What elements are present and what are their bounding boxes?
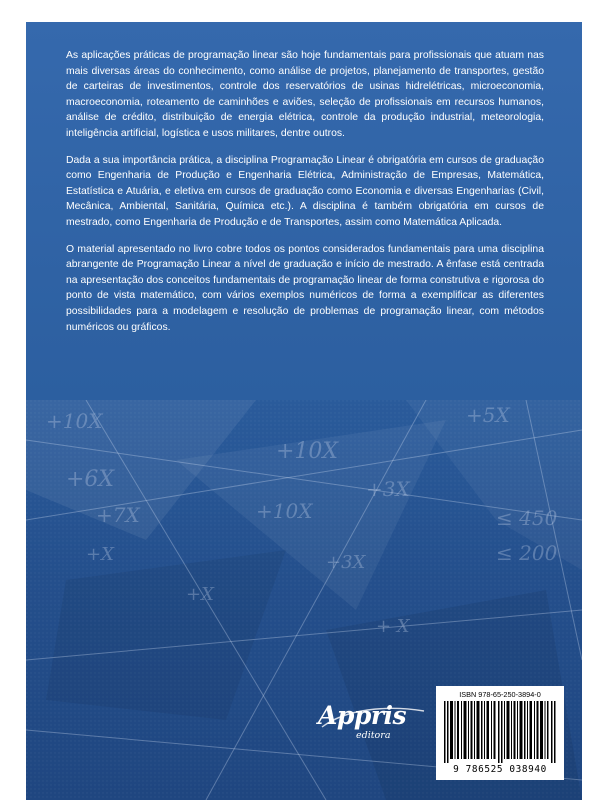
formula-13: + X	[376, 616, 410, 637]
formula-4: +3X	[366, 477, 410, 501]
formula-7: +10X	[256, 499, 313, 523]
text-panel	[26, 22, 582, 400]
synopsis-text	[66, 48, 544, 346]
formula-12: ≤ 200	[496, 541, 558, 565]
formula-9: +X	[86, 544, 114, 565]
isbn-barcode	[436, 686, 564, 780]
back-cover	[26, 22, 582, 800]
barcode-icon	[444, 701, 556, 763]
publisher-name: Appris	[318, 701, 407, 730]
formula-11: ≤ 450	[496, 506, 558, 530]
formula-10: +X	[186, 584, 214, 605]
formula-5: +6X	[66, 467, 115, 492]
publisher-logo	[316, 697, 436, 747]
formula-2: +5X	[466, 403, 510, 427]
formula-8: +3X	[326, 552, 366, 573]
publisher-imprint: editora	[356, 730, 391, 741]
formula-1: +10X	[46, 409, 103, 433]
formula-3: +10X	[276, 439, 339, 464]
paragraph-2: Dada a sua importância prática, a disciplina Programação Linear é obrigatória em cursos de graduação como Engenharia de Produção e Engenharia Elétrica, Administração de Empresas, Matemática, Estatística e Atuária, e eletiva em cursos de graduação como Economia e diversas Engenharias (Civil, Mecânica, Ambiental, Sanitária, Química etc.). A disciplina é também obrigatória em cursos de mestrado, como Engenharia de Produção e de Transportes, assim como Matemática Aplicada.	[66, 154, 544, 228]
isbn-digits: 9 786525 038940	[453, 764, 547, 775]
paragraph-1: As aplicações práticas de programação linear são hoje fundamentais para profissionais que atuam nas mais diversas áreas do conhecimento, como análise de projetos, planejamento de transportes, gestão de carteiras de investimentos, controle dos reservatórios de usinas hidrelétricas, microeconomia, macroeconomia, roteamento de caminhões e aviões, seleção de profissionais em recursos humanos, análise de crédito, distribuição de energia elétrica, controle da produção industrial, meteorologia, inteligência artificial, logística e usos militares, dentre outros.	[66, 50, 544, 139]
isbn-label: ISBN 978-65-250-3894-0	[459, 690, 541, 699]
paragraph-3: O material apresentado no livro cobre todos os pontos considerados fundamentais para uma disciplina abrangente de Programação Linear a nível de graduação e início de mestrado. A ênfase está centrada na apresentação dos conceitos fundamentais de programação linear de forma construtiva e rigorosa do ponto de vista matemático, com vários exemplos numéricos de forma a exemplificar as diferentes possibilidades para a modelagem e resolução de problemas de programação linear, com métodos numéricos ou gráficos.	[66, 243, 544, 333]
formula-6: +7X	[96, 503, 140, 527]
